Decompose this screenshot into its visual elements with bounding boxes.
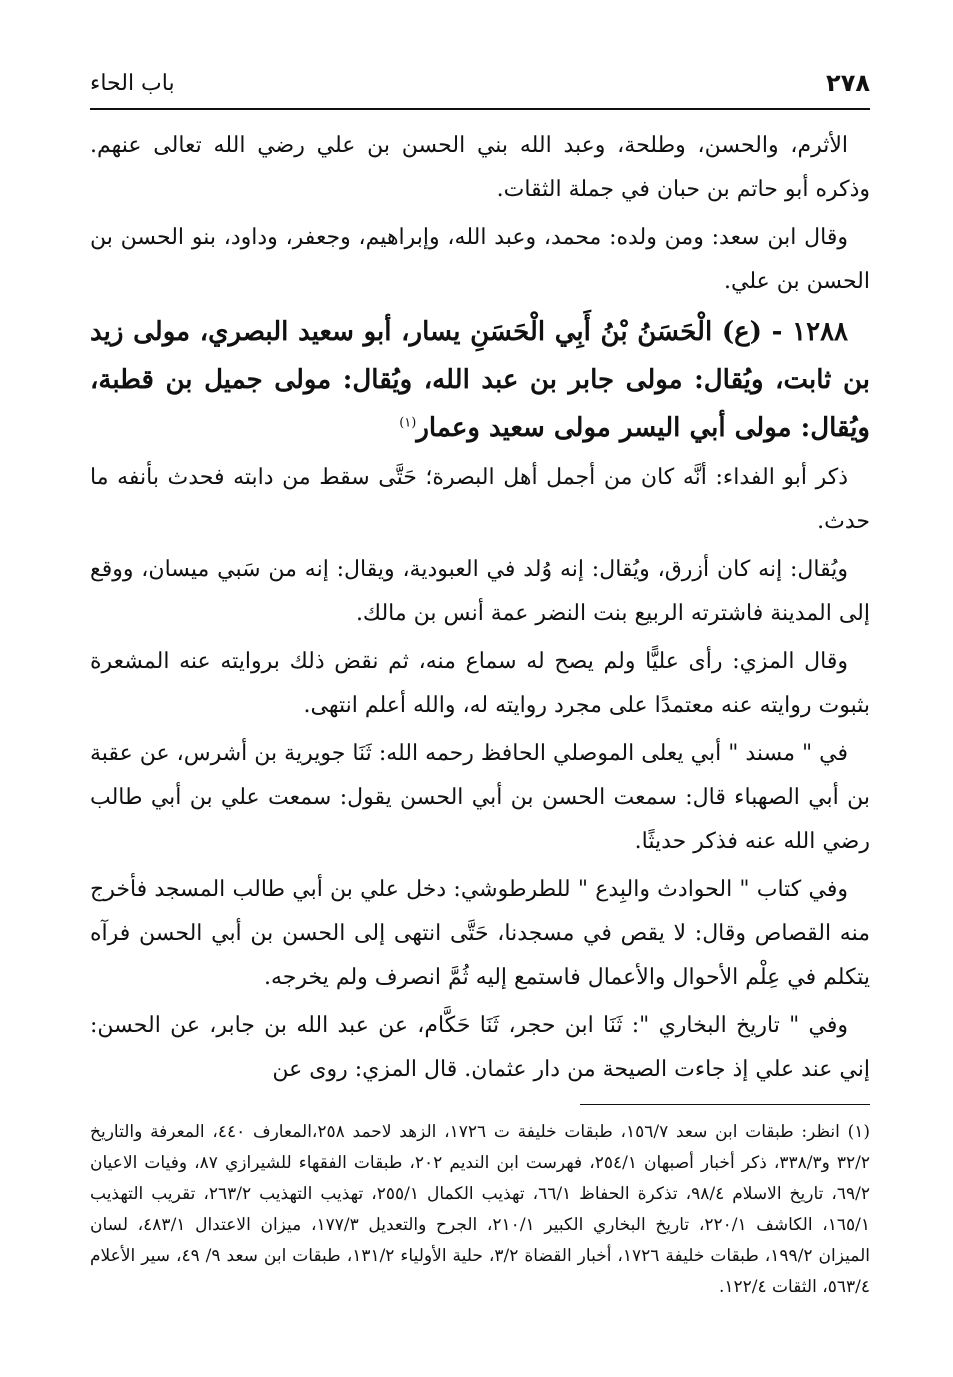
header-rule	[90, 108, 870, 110]
book-page	[90, 62, 870, 1303]
page-number: ٢٧٨	[826, 69, 870, 97]
entry-heading-text: ١٢٨٨ - (ع) الْحَسَنُ بْنُ أَبِي الْحَسَنِ يسار، أبو سعيد البصري، مولى زيد بن ثابت، ويُقال: مولى جابر بن عبد الله، ويُقال: مولى جميل بن قطبة، ويُقال: مولى أبي اليسر مولى سعيد وعمار	[90, 317, 870, 443]
paragraph-hawadith: وفي كتاب " الحوادث والبِدع " للطرطوشي: دخل علي بن أبي طالب المسجد فأخرج منه القصاص وقال: لا يقص في مسجدنا، حَتَّى انتهى إلى الحسن بن أبي الحسن فرآه يتكلم في عِلْم الأحوال والأعمال فاستمع إليه ثُمَّ انصرف ولم يخرجه.	[90, 877, 870, 990]
entry-heading	[90, 308, 870, 452]
paragraph-continued: الأثرم، والحسن، وطلحة، وعبد الله بني الحسن بن علي رضي الله تعالى عنهم. وذكره أبو حاتم بن حبان في جملة الثقات.	[90, 133, 870, 202]
paragraph-abu-alfida: ذكر أبو الفداء: أنَّه كان من أجمل أهل البصرة؛ حَتَّى سقط من دابته فحدث بأنفه ما حدث.	[90, 465, 870, 534]
paragraph-ibn-saad: وقال ابن سعد: ومن ولده: محمد، وعبد الله، وإبراهيم، وجعفر، وداود، بنو الحسن بن الحسن بن علي.	[90, 225, 870, 294]
paragraph-tarikh-bukhari: وفي " تاريخ البخاري ": ثَنَا ابن حجر، ثَنَا حَكَّام، عن عبد الله بن جابر، عن الحسن: إني عند علي إذ جاءت الصيحة من دار عثمان. قال المزي: روى عن	[90, 1013, 870, 1082]
paragraph-mizzi: وقال المزي: رأى عليًّا ولم يصح له سماع منه، ثم نقض ذلك بروايته عنه المشعرة بثبوت روايته عنه معتمدًا على مجرد روايته له، والله أعلم انتهى.	[90, 649, 870, 718]
footnote: (١) انظر: طبقات ابن سعد ١٥٦/٧، طبقات خليفة ت ١٧٢٦، الزهد لاحمد ٢٥٨،المعارف ٤٤٠، المعرفة والتاريخ ٣٢/٢ و٣٣٨/٣، ذكر أخبار أصبهان ٢٥٤/١، فهرست ابن النديم ٢٠٢، طبقات الفقهاء للشيرازي ٨٧، وفيات الاعيان ٦٩/٢، تاريخ الاسلام ٩٨/٤، تذكرة الحفاظ ٦٦/١، تهذيب الكمال ٢٥٥/١، تهذيب التهذيب ٢٦٣/٢، تقريب التهذيب ١٦٥/١، الكاشف ٢٢٠/١، تاريخ البخاري الكبير ٢١٠/١، الجرح والتعديل ١٧٧/٣، ميزان الاعتدال ٤٨٣/١، لسان الميزان ١٩٩/٢، طبقات خليفة ١٧٢٦، أخبار القضاة ٣/٢، حلية الأولياء ١٣١/٢، طبقات ابن سعد ٩/ ٤٩، سير الأعلام ٥٦٣/٤، الثقات ١٢٢/٤.	[90, 1122, 871, 1297]
page-header	[90, 62, 870, 104]
paragraph-azraq: ويُقال: إنه كان أزرق، ويُقال: إنه وُلد في العبودية، ويقال: إنه من سَبي ميسان، ووقع إلى المدينة فاشترته الربيع بنت النضر عمة أنس بن مالك.	[90, 557, 870, 626]
running-title: باب الحاء	[90, 70, 175, 96]
footnote-rule	[580, 1104, 870, 1105]
paragraph-musnad: في " مسند " أبي يعلى الموصلي الحافظ رحمه الله: ثَنَا جويرية بن أشرس، عن عقبة بن أبي الصهباء قال: سمعت الحسن بن أبي الحسن يقول: سمعت علي بن أبي طالب رضي الله عنه فذكر حديثًا.	[90, 741, 870, 854]
footnote-marker: (١)	[399, 415, 417, 431]
